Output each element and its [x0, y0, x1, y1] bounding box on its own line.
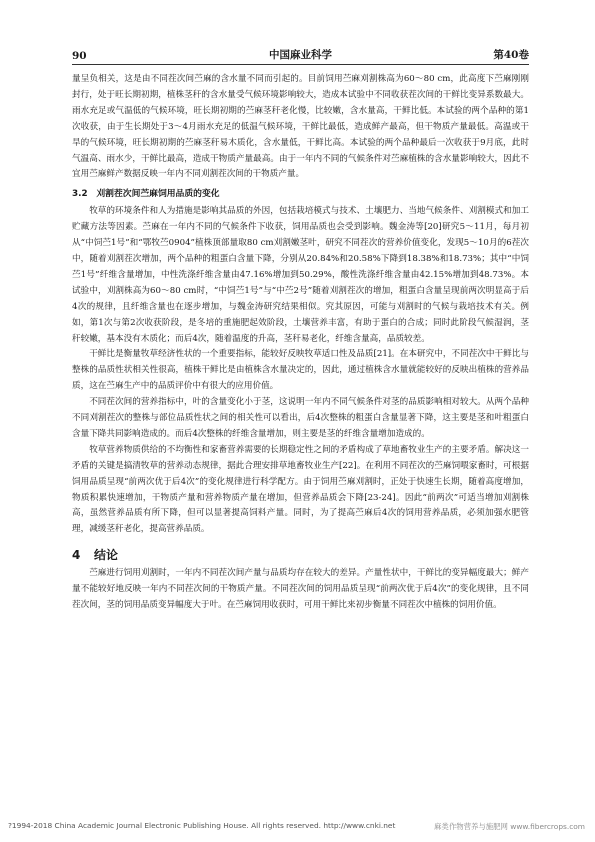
page-header [72, 46, 529, 62]
section-heading-4 [72, 548, 529, 564]
section-number: 4 [72, 548, 81, 563]
site-watermark: 麻类作物营养与施肥网 www.fibercrops.com [434, 822, 585, 831]
paragraph-continued: 量呈负相关，这是由不同茬次间苎麻的含水量不同而引起的。目前饲用苎麻刈割株高为60～80 cm，此高度下苎麻刚刚封行，处于旺长期初期，植株茎秆的含水量受气候环境影响较大，造成本试验中不同收获茬次间的干鲜比变异系数最大。雨水充足或气温低的气候环境，旺长期初期的苎麻茎秆老化慢，比较嫩，含水量高，干鲜比低。本试验的两个品种的第1次收获，由于生长期处于3～4月雨水充足的低温气候环境，干鲜比最低，造成鲜产最高，但干物质产量最低。高温或干旱的气候环境，旺长期初期的苎麻茎秆易木质化，含水量低，干鲜比高。本试验的两个品种最后一次收获于9月底，此时气温高、雨水少，干鲜比最高，造成干物质产量最高。由于一年内不同的气候条件对苎麻植株的含水量影响较大，因此不宜用苎麻鲜产数据反映一年内不同刈割茬次间的干物质产量。 [72, 74, 529, 180]
cnki-link[interactable]: http://www.cnki.net [323, 821, 396, 830]
copyright-notice: ?1994-2018 China Academic Journal Electronic Publishing House. All rights reserved. http://www.cnki.net [8, 821, 396, 830]
paragraph: 干鲜比是衡量牧草经济性状的一个重要指标，能较好反映牧草适口性及品质[21]。在本研究中，不同茬次中干鲜比与整株的品质性状相关性很高，植株干鲜比是由植株含水量决定的，因此，通过植株含水量就能较好的反映出植株的营养品质，这在苎麻生产中的品质评价中有很大的应用价值。 [72, 349, 529, 392]
article-body [72, 72, 529, 614]
page-number: 90 [72, 50, 87, 62]
volume-number: 第40卷 [493, 49, 529, 61]
paragraph: 苎麻进行饲用刈割时，一年内不同茬次间产量与品质均存在较大的差异。产量性状中，干鲜比的变异幅度最大；鲜产量不能较好地反映一年内不同茬次间的干物质产量。不同茬次间的饲用品质呈现“前两次优于后4次”的变化规律，且不同茬次间，茎的饲用品质变异幅度大于叶。在苎麻饲用收获时，可用干鲜比来初步衡量不同茬次中植株的饲用价值。 [72, 568, 529, 610]
paragraph: 牧草的环境条件和人为措施是影响其品质的外因，包括栽培模式与技术、土壤肥力、当地气候条件、刈割模式和加工贮藏方法等因素。苎麻在一年内不同的气候条件下收获，饲用品质也会受到影响。魏金涛等[20]研究5～11月，每月初从“中饲苎1号”和“鄂牧苎0904”植株顶部量取80 cm刈割嫩茎叶，研究不同茬次的营养价值变化，发现5～10月的6茬次中，随着刈割茬次增加，两个品种的粗蛋白含量下降，分别从20.84%和20.58%下降到18.38%和18.73%；其中“中饲苎1号”纤维含量增加，中性洗涤纤维含量由47.16%增加到50.29%，酸性洗涤纤维含量由42.15%增加到48.73%。本试验中，刈割株高为60～80 cm时，“中饲苎1号”与“中苎2号”随着刈割茬次的增加，粗蛋白含量呈现前两次明显高于后4次的规律，且纤维含量也在逐步增加，与魏金涛研究结果相似。究其原因，可能与刈割时的气候与栽培技术有关。例如，第1次与第2次收获阶段，是冬培的重施肥起效阶段，土壤营养丰富，有助于蛋白的合成；同时此阶段气候湿润，茎秆较嫩，基本没有木质化；而后4次，随着温度的升高，茎秆易老化，纤维含量高，品质较差。 [72, 206, 529, 344]
page-footer [8, 821, 585, 832]
paragraph: 牧草营养物质供给的不均衡性和家畜营养需要的长期稳定性之间的矛盾构成了草地畜牧业生产的主要矛盾。解决这一矛盾的关键是搞清牧草的营养动态规律，据此合理安排草地畜牧业生产[22]。在利用不同茬次的苎麻饲喂家畜时，可根据饲用品质呈现“前两次优于后4次”的变化规律进行科学配方。由于饲用苎麻刈割时，正处于快速生长期，随着高度增加，物质积累快速增加，干物质产量和营养物质产量在增加，但营养品质会下降[23-24]。因此“前两次”可适当增加刈割株高，虽然营养品质有所下降，但可以显著提高饲料产量。同时，为了提高苎麻后4次的饲用营养品质，必须加强水肥管理，减缓茎秆老化，提高营养品质。 [72, 444, 529, 535]
section-heading-3-2: 3.2 刈割茬次间苎麻饲用品质的变化 [72, 189, 220, 200]
journal-title: 中国麻业科学 [269, 49, 332, 61]
header-rule [72, 64, 529, 65]
paragraph: 不同茬次间的营养指标中，叶的含量变化小于茎，这说明一年内不同气候条件对茎的品质影响相对较大。从两个品种不同刈割茬次的整株与部位品质性状之间的相关性可以看出，后4次整株的粗蛋白含量显著下降，这主要是茎和叶粗蛋白含量下降共同影响造成的。而后4次整株的纤维含量增加，则主要是茎的纤维含量增加造成的。 [72, 397, 529, 439]
section-title: 结论 [94, 548, 119, 563]
